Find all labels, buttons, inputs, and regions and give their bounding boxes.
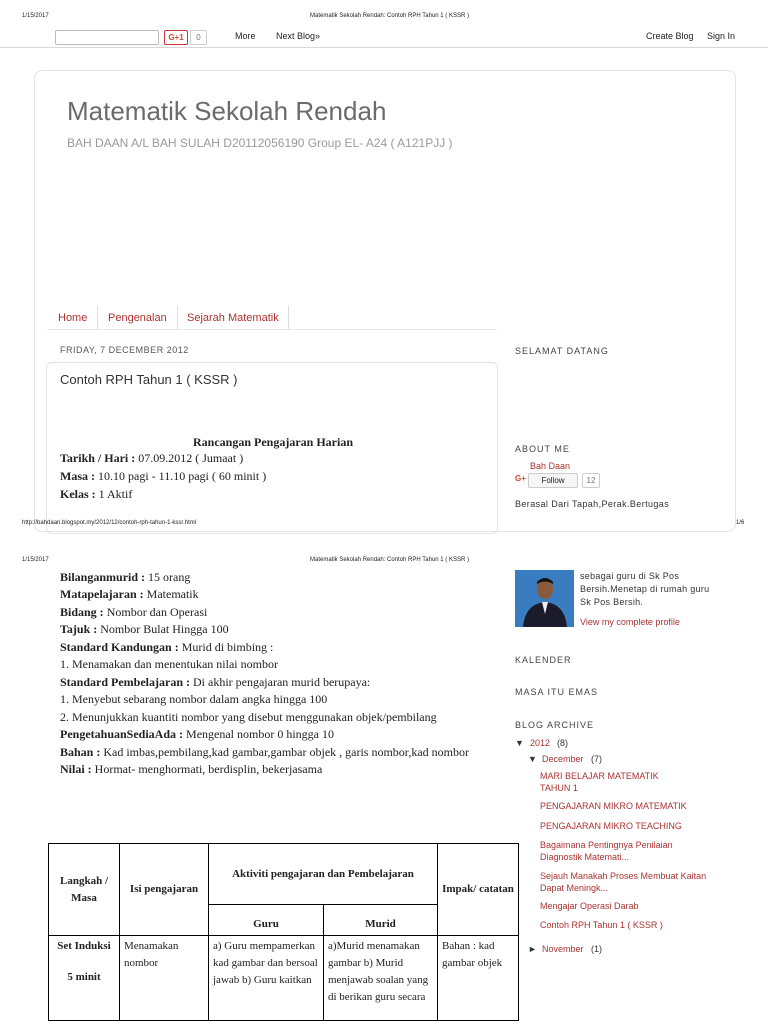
blog-title[interactable]: Matematik Sekolah Rendah	[67, 96, 387, 126]
post-title[interactable]: Contoh RPH Tahun 1 ( KSSR )	[60, 372, 238, 387]
author-link[interactable]: Bah Daan	[530, 461, 571, 471]
cell-murid: a)Murid menamakan gambar b) Murid menjawab soalan yang di berikan guru secara	[324, 936, 438, 1021]
header-guru: Guru	[209, 905, 324, 936]
field-pembelajaran-2: 2. Menunjukkan kuantiti nombor yang disebut menggunakan objek/pembilang	[60, 710, 437, 724]
archive-month-november[interactable]: November	[542, 944, 584, 954]
print-page: 1/6	[736, 520, 745, 526]
search-input[interactable]	[55, 30, 159, 45]
next-blog-link[interactable]: Next Blog»	[276, 31, 321, 41]
cell-guru: a) Guru mempamerkan kad gambar dan bersoal jawab b) Guru kaitkan	[209, 936, 324, 1021]
bio-line-2: sebagai guru di Sk Pos Bersih.Menetap di rumah guru Sk Pos Bersih.	[580, 571, 710, 607]
sign-in-link[interactable]: Sign In	[707, 31, 736, 41]
archive-month-count: (7)	[591, 754, 602, 764]
field-kelas: Kelas : 1 Aktif	[60, 487, 133, 501]
cell-isi: Menamakan nombor	[120, 936, 209, 1021]
tab-separator	[97, 306, 98, 329]
field-bilangan: Bilanganmurid : 15 orang	[60, 570, 191, 584]
tab-separator	[288, 306, 289, 329]
collapse-december-icon[interactable]: ▼	[528, 754, 537, 764]
field-standard-kandungan: Standard Kandungan : Murid di bimbing :	[60, 640, 274, 654]
profile-avatar[interactable]	[515, 570, 574, 627]
print-url: http://bahdaan.blogspot.my/2012/12/contoh-rph-tahun-1-kssr.html	[22, 520, 197, 526]
archive-post-5[interactable]: Sejauh Manakah Proses Membuat Kaitan Dapat Meningk...	[540, 871, 707, 893]
cell-langkah	[49, 936, 120, 1021]
print-title: Matematik Sekolah Rendah: Contoh RPH Tahun 1 ( KSSR )	[310, 13, 469, 19]
step-name: Set Induksi	[57, 940, 111, 952]
archive-year-2012[interactable]: 2012	[530, 738, 551, 748]
create-blog-link[interactable]: Create Blog	[646, 31, 694, 41]
field-tarikh: Tarikh / Hari : 07.09.2012 ( Jumaat )	[60, 451, 244, 465]
tab-home[interactable]: Home	[58, 312, 88, 324]
field-standard-pembelajaran: Standard Pembelajaran : Di akhir pengajaran murid berupaya:	[60, 675, 371, 689]
archive-post-1[interactable]: MARI BELAJAR MATEMATIK TAHUN 1	[540, 771, 659, 793]
follow-count: 12	[582, 473, 600, 488]
print-date-p2: 1/15/2017	[22, 557, 49, 563]
cell-impak: Bahan : kad gambar objek	[438, 936, 519, 1021]
rph-table	[48, 843, 519, 1021]
sidebar-heading-archive: BLOG ARCHIVE	[515, 720, 595, 730]
print-date: 1/15/2017	[22, 13, 49, 19]
tabs-underline	[47, 329, 497, 330]
rph-heading: Rancangan Pengajaran Harian	[193, 435, 354, 449]
gplus-icon: G+	[515, 474, 526, 483]
sidebar-heading-kalender: KALENDER	[515, 655, 572, 665]
post-date: FRIDAY, 7 DECEMBER 2012	[60, 345, 189, 355]
archive-post-6[interactable]: Mengajar Operasi Darab	[540, 901, 639, 911]
follow-button[interactable]: Follow	[528, 473, 578, 488]
archive-year-count: (8)	[557, 738, 568, 748]
archive-month-december[interactable]: December	[542, 754, 584, 764]
header-isi: Isi pengajaran	[120, 844, 209, 936]
expand-november-icon[interactable]: ►	[528, 944, 537, 954]
header-aktiviti: Aktiviti pengajaran dan Pembelajaran	[209, 844, 438, 905]
archive-post-2[interactable]: PENGAJARAN MIKRO MATEMATIK	[540, 801, 687, 811]
tab-sejarah[interactable]: Sejarah Matematik	[187, 312, 279, 324]
tab-separator	[177, 306, 178, 329]
field-matapelajaran: Matapelajaran : Matematik	[60, 587, 199, 601]
field-bahan: Bahan : Kad imbas,pembilang,kad gambar,gambar objek , garis nombor,kad nombor	[60, 745, 469, 759]
print-title-p2: Matematik Sekolah Rendah: Contoh RPH Tahun 1 ( KSSR )	[310, 557, 469, 563]
bio-line-1: Berasal Dari Tapah,Perak.Bertugas	[515, 499, 670, 509]
field-masa: Masa : 10.10 pagi - 11.10 pagi ( 60 minit )	[60, 469, 267, 483]
field-pembelajaran-1: 1. Menyebut sebarang nombor dalam angka hingga 100	[60, 692, 328, 706]
header-murid: Murid	[324, 905, 438, 936]
collapse-2012-icon[interactable]: ▼	[515, 738, 524, 748]
archive-november-count: (1)	[591, 944, 602, 954]
gplus-button[interactable]: G+1	[164, 30, 188, 45]
header-langkah: Langkah / Masa	[49, 844, 120, 936]
navbar-divider	[0, 47, 768, 48]
step-time: 5 minit	[67, 971, 101, 983]
field-nilai: Nilai : Hormat- menghormati, berdisplin, bekerjasama	[60, 762, 323, 776]
tab-pengenalan[interactable]: Pengenalan	[108, 312, 167, 324]
archive-post-4[interactable]: Bagaimana Pentingnya Penilaian Diagnostik Matemati...	[540, 840, 673, 862]
archive-post-3[interactable]: PENGAJARAN MIKRO TEACHING	[540, 821, 682, 831]
more-link[interactable]: More	[235, 31, 256, 41]
field-tajuk: Tajuk : Nombor Bulat Hingga 100	[60, 622, 229, 636]
field-kandungan-1: 1. Menamakan dan menentukan nilai nombor	[60, 657, 278, 671]
archive-post-7[interactable]: Contoh RPH Tahun 1 ( KSSR )	[540, 920, 663, 930]
sidebar-heading-welcome: SELAMAT DATANG	[515, 346, 609, 356]
blog-description: BAH DAAN A/L BAH SULAH D20112056190 Group EL- A24 ( A121PJJ )	[67, 136, 453, 150]
header-impak: Impak/ catatan	[438, 844, 519, 936]
view-profile-link[interactable]: View my complete profile	[580, 617, 680, 627]
field-bidang: Bidang : Nombor dan Operasi	[60, 605, 208, 619]
field-pengetahuan: PengetahuanSediaAda : Mengenal nombor 0 hingga 10	[60, 727, 335, 741]
sidebar-heading-masa: MASA ITU EMAS	[515, 687, 599, 697]
sidebar-heading-about: ABOUT ME	[515, 444, 570, 454]
gplus-count: 0	[190, 30, 207, 45]
